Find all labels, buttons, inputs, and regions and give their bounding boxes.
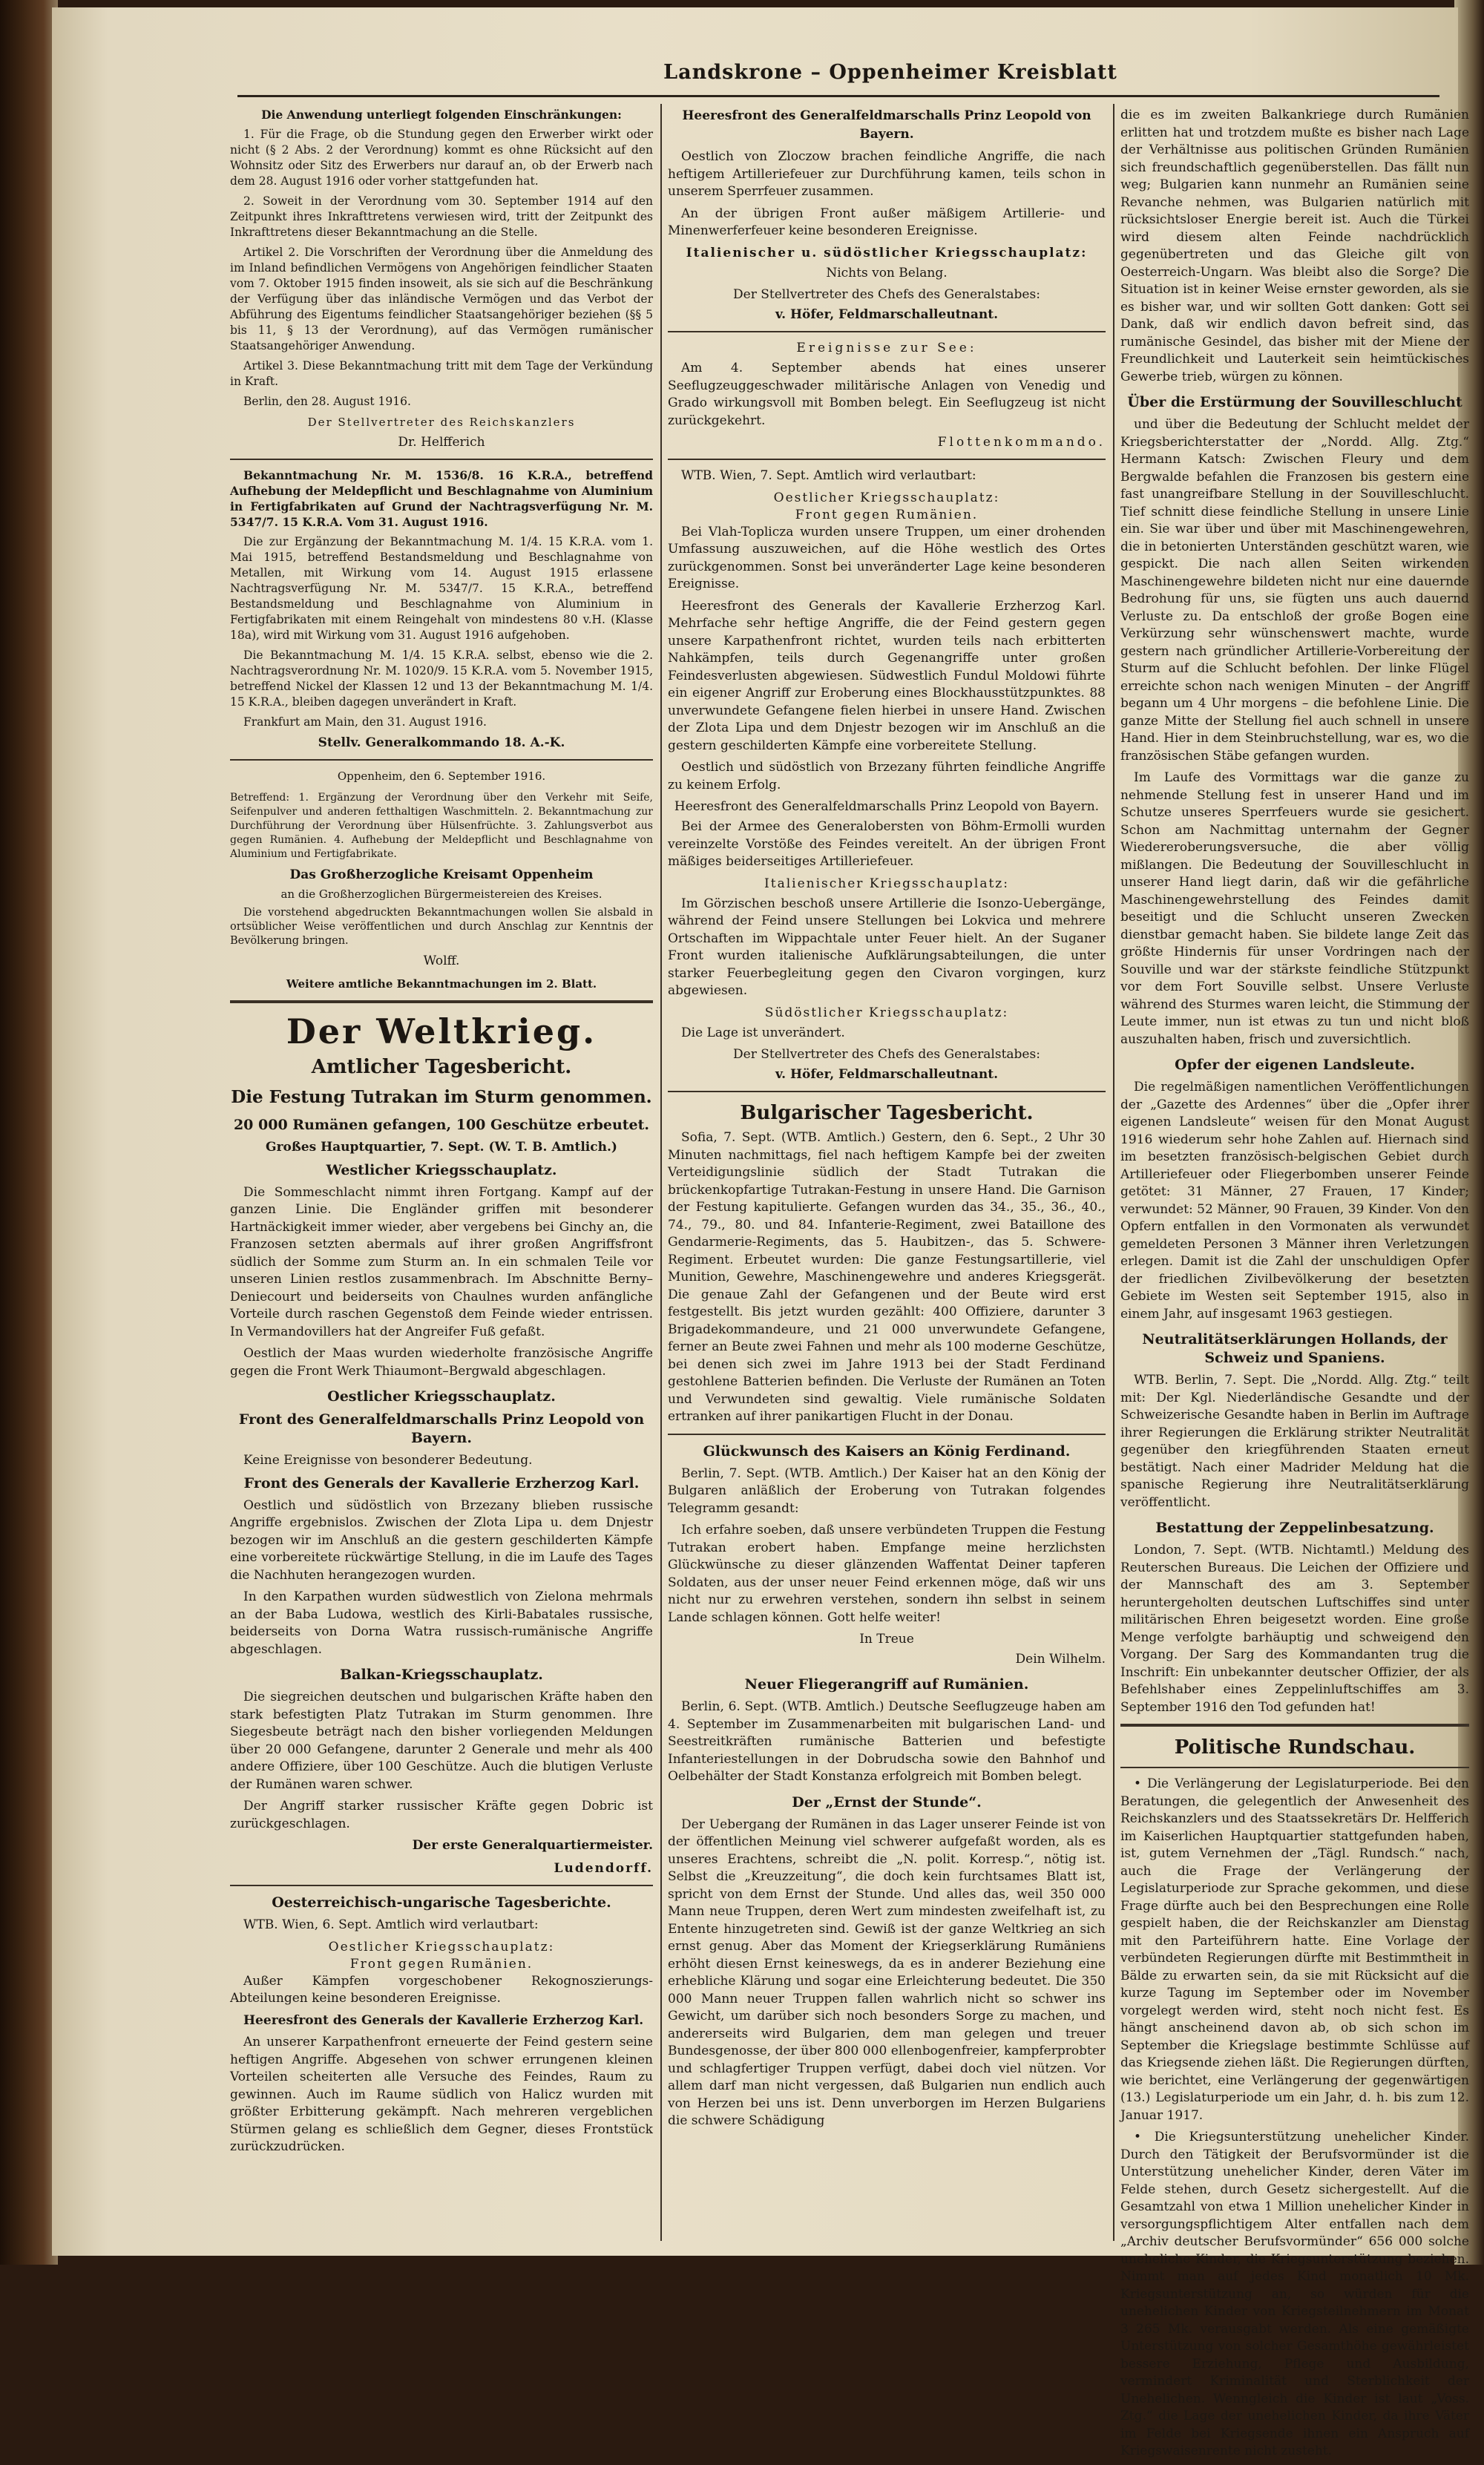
oeu-heading: Oesterreichisch-ungarische Tagesberichte.: [272, 1894, 611, 1911]
politics-text: • Die Verlängerung der Legislaturperiode. Bei den Beratungen, die gelegentlich der Anwesenheit des Reichskanzlers und des Staatssekretärs Dr. Helfferich im Kaiserlichen Hauptquartier stattgefunden haben, ist, gutem Vernehmen der „Tägl. Rundsch.“ nach, auch die Frage der Verlängerung der Legislaturperiode zur Sprache gekommen, und diese Frage dürfte auch bei den Besprechungen eine Rolle gespielt haben, die der Reichskanzler am Dienstag mit den Parteiführern hatte. Eine Vorlage der verbündeten Regierungen dürfte mit Bestimmtheit in Bälde zu erwarten sein, da sie mit Rücksicht auf die kurze Tagung im September oder im November vorgelegt werden wird, steht noch nicht fest. Es hängt anscheinend davon ab, ob sich schon im September die Kriegslage bestimmte Schlüsse auf das Kriegsende ziehen läßt. Die Regierungen dürften, wie berichtet, eine Verlängerung der gegenwärtigen (13.) Legislaturperiode um ein Jahr, d. h. bis zum 12. Januar 1917.: [1120, 1776, 1469, 2123]
balkan-text: Die siegreichen deutschen und bulgarischen Kräfte haben den stark befestigten Platz Tutrakan im Sturm genommen. Ihre Siegesbeute beträgt nach den bisher vorliegenden Meldungen über 20 000 Gefangene, darunter 2 Generale und mehr als 400 andere Offiziere, über 100 Geschütze. Auch die blutigen Verluste der Rumänen waren schwer.: [230, 1690, 653, 1792]
flieger-heading: Neuer Fliegerangriff auf Rumänien.: [744, 1676, 1029, 1693]
see-heading: Ereignisse zur See:: [796, 341, 977, 355]
separator: [668, 331, 1106, 332]
kreisamt-text: Die vorstehend abgedruckten Bekanntmachungen wollen Sie alsbald in ortsüblicher Weise veröffentlichen und durch Anschlag zur Kenntnis der Bevölkerung bringen.: [230, 907, 653, 947]
separator: [230, 759, 653, 761]
notice-signature-title: Der Stellvertreter des Reichskanzlers: [307, 416, 576, 429]
west-heading: Westlicher Kriegsschauplatz.: [326, 1161, 557, 1178]
glueckwunsch-treue: In Treue: [859, 1632, 914, 1647]
ludendorff-signature: Ludendorff.: [554, 1861, 653, 1876]
notice-paragraph: Artikel 3. Diese Bekanntmachung tritt mit dem Tage der Verkündung in Kraft.: [230, 359, 653, 388]
bekanntmachung-date: Frankfurt am Main, den 31. August 1916.: [243, 715, 487, 729]
notice-paragraph: Artikel 2. Die Vorschriften der Verordnung über die Anmeldung des im Inland befindlichen Vermögens von Angehörigen feindlicher Staaten vom 7. Oktober 1915 finden insoweit, als sie sich auf die Beschränkung der Verfügung über das inländische Vermögen und das Verbot der Abführung des Eigentums feindlicher Staatsangehöriger beziehen (§§ 5 bis 11, § 13 der Verordnung), auf das Vermögen rumänischer Staatsangehöriger Anwendung.: [230, 246, 653, 352]
glueckwunsch-heading: Glückwunsch des Kaisers an König Ferdinand.: [703, 1442, 1071, 1460]
glueckwunsch-telegram: Ich erfahre soeben, daß unsere verbündeten Truppen die Festung Tutrakan erobert haben. Empfange meine herzlichsten Glückwünsche zu dieser glänzenden Waffentat Deiner tapferen Soldaten, aus der unser neuer Feind erkennen möge, daß wir uns nicht nur zu erwehren verstehen, sondern ihn selbst in seinem Lande schlagen können. Gott helfe weiter!: [668, 1523, 1106, 1625]
bekanntmachung-text: Die Bekanntmachung M. 1/4. 15 K.R.A. selbst, ebenso wie die 2. Nachtragsverordnung Nr. M. 1020/9. 15 K.R.A. vom 5. November 1915, betreffend Nickel der Klassen 12 und 13 der Bekanntmachung M. 1/4. 15 K.R.A., bleiben dagegen unverändert in Kraft.: [230, 649, 653, 709]
oeu-karl: Heeresfront des Generals der Kavallerie Erzherzog Karl.: [243, 2012, 644, 2028]
separator: [1120, 1724, 1469, 1727]
notice-intro: Die Anwendung unterliegt folgenden Einschränkungen:: [261, 108, 622, 122]
tagesbericht-headline: Amtlicher Tagesbericht.: [311, 1056, 572, 1078]
glueckwunsch-text: Berlin, 7. Sept. (WTB. Amtlich.) Der Kaiser hat an den König der Bulgaren anläßlich der Eroberung von Tutrakan folgendes Telegramm gesandt:: [668, 1465, 1106, 1516]
souville-text: und über die Bedeutung der Schlucht meldet der Kriegsberichterstatter der „Nordd. Allg. Ztg.“ Hermann Katsch: Zwischen Fleury und dem Bergwalde befahlen die Franzosen bis gestern eine fast unangreifbare Stellung in der Souvilleschlucht. Tief schnitt diese feindliche Stellung in unsere Linie ein. Sie war über und über mit Maschinengewehren, die in betonierten Unterständen geschützt waren, wie gespickt. Die nach allen Seiten wirkenden Maschinengewehre bildeten nicht nur eine dauernde Bedrohung für uns, sie fügten uns auch dauernd Verluste zu. Da entschloß der große Bogen eine Verkürzung sehr wünschenswert machte, wurde gestern nach gründlicher Artillerie-Vorbereitung der Sturm auf die Schlucht befohlen. Der linke Flügel erreichte schon nach wenigen Minuten – der Angriff begann um 4 Uhr morgens – die befohlene Linie. Die ganze Mitte der Stellung fiel auch schnell in unsere Hand. Hier in dem Steinbruchstellung, war es, wo die französischen Stäbe gefangen wurden.: [1120, 417, 1469, 764]
souville-heading: Über die Erstürmung der Souvilleschlucht: [1127, 394, 1462, 410]
politics-text: • Die Kriegsunterstützung unehelicher Kinder. Durch den Tätigkeit der Berufsvormünder ist die Unterstützung unehelicher Kinder, deren Väter im Felde stehen, durch Gesetz sichergestellt. Auf die Gesamtzahl von etwa 1 Million unehelicher Kinder in versorgungspflichtigem Alter entfallen nach dem „Archiv deutscher Berufsvormünder“ 656 000 solche uneheliche Kinder, die Kriegsunterstützung beziehen. Nimmt man auf jedes Kind monatlich 10 Mk. Kriegsunterstützung an, so würden für die unehelichen Kinder von Kriegsteilnehmern im Monat 3 265 Mk. verausgabt werden. Als eine gemäßigte Unterstützung von solcher Gesamthöhe gewährleistet bessere Erziehung, Pflege und Ausbildung, vermindert Kriminalität und Sterblichkeit der Unehelichen. Wenngleich die Kinder ist laut „Voss. Ztg.“ die Lage der unehelichen Kinder, da ihre Väter im Felde bei Kriegsende ihnen ein Anspruch auf Kriegswaisenrente nicht zusteht.: [1120, 2130, 1469, 2458]
tutrakan-subheadline: 20 000 Rumänen gefangen, 100 Geschütze erbeutet.: [233, 1117, 650, 1133]
wien-text: Heeresfront des Generals der Kavallerie Erzherzog Karl. Mehrfache sehr heftige Angriffe, die der Feind gestern gegen unsere Karpathenfront richtet, wurden teils nach erbitterten Nahkämpfen, teils durch Gegenangriffe unter großen Feindesverlusten abgewiesen. Südwestlich Fundul Moldowi führte ein eigener Angriff zur Eroberung eines Blockhausstützpunktes. 88 unverwundete Gefangene fielen hierbei in unsere Hand. Zwischen der Zlota Lipa und dem Dnjestr bezogen wir im Anschluß an die gestern geschilderten Kämpfe eine vorbereitete Stellung.: [668, 598, 1106, 753]
balkan-heading: Balkan-Kriegsschauplatz.: [340, 1667, 543, 1683]
column-3: [1120, 107, 1469, 2465]
leopold-text: An der übrigen Front außer mäßigem Artillerie- und Minenwerferfeuer keine besonderen Ereignisse.: [668, 206, 1106, 238]
italian-heading: Italienischer u. südöstlicher Kriegsschauplatz:: [686, 245, 1088, 260]
wien-text: Bei Vlah-Toplicza wurden unsere Truppen, um einer drohenden Umfassung auszuweichen, auf die Höhe westlich des Ortes zurückgenommen. Sonst bei unveränderter Lage keine besonderen Ereignisse.: [668, 524, 1106, 591]
politische-rundschau-headline: Politische Rundschau.: [1174, 1736, 1416, 1759]
neutral-text: WTB. Berlin, 7. Sept. Die „Nordd. Allg. Ztg.“ teilt mit: Der Kgl. Niederländische Gesandte und der Schweizerische Gesandte haben in Berlin im Auftrage ihrer Regierungen die Erklärung strikter Neutralität gegenüber den kriegführenden Staaten erneut bestätigt. Nach einer Madrider Meldung hat die spanische Regierung ihre Neutralitätserklärung veröffentlicht.: [1120, 1373, 1469, 1510]
wien-text: Bei der Armee des Generalobersten von Böhm-Ermolli wurden vereinzelte Vorstöße des Feindes vereitelt. An der übrigen Front mäßiges beiderseitiges Artilleriefeuer.: [668, 819, 1106, 869]
wien-leopold: Heeresfront des Generalfeldmarschalls Prinz Leopold von Bayern.: [674, 799, 1100, 814]
bekanntmachung-text: Die zur Ergänzung der Bekanntmachung M. 1/4. 15 K.R.A. vom 1. Mai 1915, betreffend Bestandsmeldung und Beschlagnahme von Metallen, mit Wirkung vom 14. August 1915 erlassene Nachtragsverfügung Nr. M. 5347/7. 15 K.R.A., betreffend Bestandsmeldung und Beschlagnahme von Aluminium in Fertigfabrikaten mit einem Reingehalt von mindestens 80 v.H. (Klasse 18a), wird mit Wirkung vom 31. August 1916 aufgehoben.: [230, 535, 653, 642]
ost-heading: Oestlicher Kriegsschauplatz.: [327, 1388, 556, 1405]
zeppelin-text: London, 7. Sept. (WTB. Nichtamtl.) Meldung des Reuterschen Bureaus. Die Leichen der Offiziere und der Mannschaft des am 3. September heruntergeholten deutschen Luftschiffes sind unter militärischen Ehren beigesetzt worden. Eine große Menge verfolgte barhäuptig und schweigend den Vorgang. Der Sarg des Kommandanten trug die Inschrift: Ein unbekannter deutscher Offizier, der als Befehlshaber eines Zeppelinluftschiffes am 3. September 1916 den Tod gefunden hat!: [1120, 1543, 1469, 1715]
balkan-text: Der Angriff starker russischer Kräfte gegen Dobric ist zurückgeschlagen.: [230, 1799, 653, 1831]
newspaper-page: [52, 7, 1469, 2458]
notice-signature: Dr. Helfferich: [398, 435, 485, 450]
book-binding: [0, 0, 58, 2265]
flottenkommando: Flottenkommando.: [937, 435, 1106, 450]
separator: [668, 459, 1106, 460]
opfer-heading: Opfer der eigenen Landsleute.: [1175, 1057, 1415, 1073]
italian-text: Nichts von Belang.: [826, 265, 948, 280]
wien-front: Front gegen Rumänien.: [795, 507, 979, 522]
flieger-text: Berlin, 6. Sept. (WTB. Amtlich.) Deutsche Seeflugzeuge haben am 4. September im Zusammenarbeiten mit bulgarischen Land- und Seestreitkräften rumänische Batterien und befestigte Infanteriestellungen in der Dobrudscha sowie den Bahnhof und Oelbehälter der Stadt Konstanza erfolgreich mit Bomben belegt.: [668, 1699, 1106, 1784]
oeu-line: WTB. Wien, 6. Sept. Amtlich wird verlautbart:: [243, 1917, 539, 1932]
ost-text: Keine Ereignisse von besonderer Bedeutung.: [243, 1453, 533, 1468]
oeu-text: Außer Kämpfen vorgeschobener Rekognoszierungs-Abteilungen keine besonderen Ereignisse.: [230, 1973, 653, 2006]
header-rule: [237, 95, 1439, 97]
ludendorff-title: Der erste Generalquartiermeister.: [412, 1838, 653, 1853]
bulgarian-headline: Bulgarischer Tagesbericht.: [740, 1102, 1034, 1124]
separator: [230, 1000, 653, 1003]
tutrakan-headline: Die Festung Tutrakan im Sturm genommen.: [231, 1087, 652, 1107]
opfer-text: Die regelmäßigen namentlichen Veröffentlichungen der „Gazette des Ardennes“ über die „Opfer ihrer eigenen Landsleute“ weisen für den Monat August 1916 wiederum sehr hohe Zahlen auf. Hiernach sind im besetzten französisch-belgischen Gebiet durch Artilleriefeuer oder Fliegerbomben unserer Feinde getötet: 31 Männer, 27 Frauen, 17 Kinder; verwundet: 52 Männer, 90 Frauen, 39 Kinder. Von den Opfern entfallen in den Vormonaten als verwundet gemeldeten Personen 3 Männer ihren Verletzungen erlegen. Damit ist die Zahl der unschuldigen Opfer der friedlichen Zivilbevölkerung der besetzten Gebiete im Westen seit September 1915, also in einem Jahr, auf insgesamt 1963 gestiegen.: [1120, 1080, 1469, 1322]
oeu-text: An unserer Karpathenfront erneuerte der Feind gestern seine heftigen Angriffe. Abgesehen von schwer errungenen kleinen Vorteilen scheiterten alle Versuche des Feindes, Raum zu gewinnen. Auch im Raume südlich von Halicz wurden mit größter Erbitterung gekämpft. Nach mehreren vergeblichen Stürmen gelang es schließlich dem Gegner, dieses Frontstück zurückzudrücken.: [230, 2035, 653, 2154]
ernst-heading: Der „Ernst der Stunde“.: [792, 1793, 982, 1811]
masthead: Landskrone – Oppenheimer Kreisblatt: [663, 61, 1117, 84]
ernst-text: Der Uebergang der Rumänen in das Lager unserer Feinde ist von der öffentlichen Meinung viel schwerer aufgefaßt worden, als es unseres Erachtens, schreibt die „N. polit. Korresp.“, nötig ist. Selbst die „Kreuzzeitung“, die doch kein furchtsames Blatt ist, spricht von dem Ernst der Stunde. Und alles das, weil 350 000 Mann neue Truppen, deren Wert zum mindesten zweifelhaft ist, zu Entente hinzugetreten sind. Gewiß ist der ganze Weltkrieg an sich ernst genug. Aber das Moment der Kriegserklärung Rumäniens erhöht diesen Ernst keineswegs, da es in anderer Beziehung eine erhebliche Klärung und sogar eine Erleichterung bedeutet. Die 350 000 Mann neuer Truppen fallen wahrlich nicht so schwer ins Gewicht, um darüber sich noch besonders Sorge zu machen, und andererseits wird Bulgarien, dem man gelegen und treuer Bundesgenosse, der über 800 000 ellenbogenfreier, kampferprobter und schlagfertiger Truppen verfügt, dabei doch viel nützen. Vor allem darf man nicht vergessen, daß Bulgarien nun endlich auch von Herzen bei uns ist. Denn unverborgen im Herzen Bulgariens die schwere Schädigung: [668, 1816, 1106, 2128]
wien-subheading: Oestlicher Kriegsschauplatz:: [773, 490, 1000, 505]
kreisamt-title: Das Großherzogliche Kreisamt Oppenheim: [289, 867, 594, 882]
separator: [230, 1885, 653, 1886]
notice-paragraph: 1. Für die Frage, ob die Stundung gegen den Erwerber wirkt oder nicht (§ 2 Abs. 2 der Verordnung) kommt es ohne Rücksicht auf den Wohnsitz oder Sitz des Erwerbers nur darauf an, ob der Erwerb nach dem 28. August 1916 oder vorher stattgefunden hat.: [230, 128, 653, 188]
separator: [230, 459, 653, 460]
column-2: [668, 107, 1106, 2135]
hoefer-signature: v. Höfer, Feldmarschalleutnant.: [775, 1067, 999, 1082]
karl-heading: Front des Generals der Kavallerie Erzherzog Karl.: [243, 1474, 640, 1491]
wien-line: WTB. Wien, 7. Sept. Amtlich wird verlautbart:: [681, 468, 976, 483]
west-text: Die Sommeschlacht nimmt ihren Fortgang. Kampf auf der ganzen Linie. Die Engländer griffen mit besonderer Hartnäckigkeit immer wieder, aber vergebens bei Ginchy an, die Franzosen setzten abermals auf ihrer großen Angriffsfront südlich der Somme zum Sturm an. In ein schmalen Teile vor unseren Linien restlos zusammenbrach. Im Abschnitte Berny–Deniecourt und beiderseits von Chaulnes wurden anfängliche Vorteile durch raschen Gegenstoß dem Feinde wieder entrissen. In Vermandovillers hat der Angreifer Fuß gefaßt.: [230, 1184, 653, 1339]
souville-text: Im Laufe des Vormittags war die ganze zu nehmende Stellung fest in unserer Hand und im Schutze unseres Sperrfeuers wurde sie gesichert. Schon am Nachmittag unternahm der Gegner Wiedereroberungsversuche, die aber völlig mißlangen. Die Bedeutung der Souvilleschlucht in unserer Hand liegt darin, daß wir die gefährliche Maschinengewehrstellung des Feindes damit beseitigt und die Schlucht unseren Zwecken dienstbar gemacht haben. Sie bildete lange Zeit das größte Hindernis für unser Vordringen nach der Souville und war der stärkste feindliche Stützpunkt vor dem Fort Souville selbst. Unsere Verluste während des Sturmes waren leicht, die Stimmung der Leute immer, nun ist etwas zu tun und nicht bloß auszuhalten haben, frisch und zuversichtlich.: [1120, 770, 1469, 1047]
see-text: Am 4. September abends hat eines unserer Seeflugzeuggeschwader militärische Anlagen von Venedig und Grado wirkungsvoll mit Bomben belegt. Ein Seeflugzeug ist nicht zurückgekehrt.: [668, 361, 1106, 428]
suedost-text: Die Lage ist unverändert.: [681, 1025, 845, 1040]
hoefer-signature: v. Höfer, Feldmarschalleutnant.: [775, 307, 999, 322]
weitere-note: Weitere amtliche Bekanntmachungen im 2. Blatt.: [286, 977, 597, 991]
oeu-front: Front gegen Rumänien.: [349, 1956, 533, 1972]
bekanntmachung-signature: Stellv. Generalkommando 18. A.-K.: [318, 735, 565, 750]
weltkrieg-headline: Der Weltkrieg.: [286, 1011, 597, 1051]
oeu-subheading: Oestlicher Kriegsschauplatz:: [328, 1939, 555, 1954]
kreisamt-signature: Wolff.: [423, 953, 460, 968]
separator: [668, 1434, 1106, 1435]
notice-date: Berlin, den 28. August 1916.: [243, 395, 411, 408]
continuation-text: die es im zweiten Balkankriege durch Rumänien erlitten hat und trotzdem mußte es bisher nach Lage der Verhältnisse aus politischen Gründen Rumänien sich freundschaftlich gegenüberstellen. Das fällt nun weg; Bulgarien kann nunmehr an Rumänien seine Revanche nehmen, was Bulgarien natürlich mit rücksichtsloser Energie bereit ist. Auch die Türkei wird diesem alten Feinde nachdrücklich gegenübertreten und das Gleiche gilt von Oesterreich-Ungarn. Was bleibt also die Sorge? Die Situation ist in keiner Weise ernster geworden, als sie es bisher war, und wir sollten Gott danken: Gott sei Dank, daß wir endlich davon befreit sind, das rumänische Gesindel, das bisher mit der Miene der Freundlichkeit und Lauterkeit sein heimtückisches Gewerbe trieb, würgen zu können.: [1120, 108, 1469, 384]
kreisamt-addressee: an die Großherzoglichen Bürgermeistereien des Kreises.: [280, 887, 603, 901]
column-1: [230, 107, 653, 2161]
italian2-heading: Italienischer Kriegsschauplatz:: [764, 876, 1009, 891]
zeppelin-heading: Bestattung der Zeppelinbesatzung.: [1155, 1520, 1434, 1536]
leopold-text: Oestlich von Zloczow brachen feindliche Angriffe, die nach heftigem Artilleriefeuer zur Durchführung kamen, teils schon in unserem Sperrfeuer zusammen.: [668, 149, 1106, 199]
karl-text: Oestlich und südöstlich von Brzezany blieben russische Angriffe ergebnislos. Zwischen der Zlota Lipa u. dem Dnjestr bezogen wir im Anschluß an die gestern geschilderten Kämpfe eine vorbereitete rückwärtige Stellung, in die im Laufe des Tages die Nachhuten herangezogen wurden.: [230, 1497, 653, 1583]
karl-text: In den Karpathen wurden südwestlich von Zielona mehrmals an der Baba Ludowa, westlich des Kirli-Babatales russische, beiderseits von Dorna Watra russisch-rumänische Angriffe abgeschlagen.: [230, 1589, 653, 1657]
column-rule-1: [660, 104, 662, 2241]
stellvertreter-title: Der Stellvertreter des Chefs des Generalstabes:: [733, 1047, 1040, 1062]
wien-text: Oestlich und südöstlich von Brzezany führten feindliche Angriffe zu keinem Erfolg.: [668, 760, 1106, 792]
stellvertreter-title: Der Stellvertreter des Chefs des Generalstabes:: [733, 287, 1040, 302]
bulgarian-text: Sofia, 7. Sept. (WTB. Amtlich.) Gestern, den 6. Sept., 2 Uhr 30 Minuten nachmittags, fiel nach heftigem Kampfe bei der zweiten Verteidigungslinie südlich der Stadt Tutrakan die brückenkopfartige Tutrakan-Festung in unsere Hand. Die Garnison der Festung kapitulierte. Gefangen wurden das 34., 35., 36., 40., 74., 79., 80. und 84. Infanterie-Regiment, zwei Bataillone des Gendarmerie-Regiments, das 5. Haubitzen-, das 5. Schwere-Regiment. Erbeutet wurden: Die ganze Festungsartillerie, viel Munition, Gewehre, Maschinengewehre und anderes Kriegsgerät. Die genaue Zahl der Gefangenen und der Beute wird erst festgestellt. Bis jetzt wurden gezählt: 400 Offiziere, darunter 3 Brigadekommandeure, und 21 000 unverwundete Gefangene, ferner an Beute zwei Fahnen und mehr als 100 moderne Geschütze, bei denen sich zwei im Jahre 1913 bei der Stadt Ferdinand gestohlene Batterien befinden. Die Verluste der Rumänen an Toten und Verwundeten sind gewaltig. Viele rumänische Soldaten ertranken auf ihrer panikartigen Flucht in der Donau.: [668, 1130, 1106, 1424]
oppenheim-betreff: Betreffend: 1. Ergänzung der Verordnung über den Verkehr mit Seife, Seifenpulver und anderen fetthaltigen Waschmitteln. 2. Bekanntmachung zur Durchführung der Verordnung über Hülsenfrüchte. 3. Zahlungsverbot aus gegen Rumänien. 4. Aufhebung der Meldepflicht und Beschlagnahme von Aluminium und Fertigfabrikate.: [230, 792, 653, 860]
glueckwunsch-signature: Dein Wilhelm.: [1015, 1652, 1106, 1667]
west-text: Oestlich der Maas wurden wiederholte französische Angriffe gegen die Front Werk Thiaumont–Bergwald abgeschlagen.: [230, 1346, 653, 1379]
separator: [1120, 1767, 1469, 1768]
italian2-text: Im Görzischen beschoß unsere Artillerie die Isonzo-Uebergänge, während der Feind unsere Stellungen bei Lokvica und mehrere Ortschaften im Wippachtale unter Feuer hielt. An der Suganer Front wurden italienische Aufklärungsabteilungen, die unter starker Feuerbegleitung gegen den Civaron vorgingen, kurz abgewiesen.: [668, 896, 1106, 998]
notice-paragraph: 2. Soweit in der Verordnung vom 30. September 1914 auf den Zeitpunkt ihres Inkrafttretens verwiesen wird, tritt der Zeitpunkt des Inkrafttretens dieser Bekanntmachung an die Stelle.: [230, 194, 653, 239]
bekanntmachung-title: Bekanntmachung Nr. M. 1536/8. 16 K.R.A., betreffend Aufhebung der Meldepflicht und Beschlagnahme von Aluminium in Fertigfabrikaten auf Grund der Nachtragsverfügung Nr. M. 5347/7. 15 K.R.A. Vom 31. August 1916.: [230, 468, 653, 529]
neutral-heading: Neutralitätserklärungen Hollands, der Schweiz und Spaniens.: [1142, 1331, 1448, 1366]
leopold-heading: Heeresfront des Generalfeldmarschalls Prinz Leopold von Bayern.: [682, 108, 1091, 142]
suedost-heading: Südöstlicher Kriegsschauplatz:: [764, 1005, 1009, 1020]
oppenheim-date: Oppenheim, den 6. September 1916.: [337, 769, 546, 783]
column-rule-2: [1113, 104, 1114, 2241]
hq-line: Großes Hauptquartier, 7. Sept. (W. T. B. Amtlich.): [266, 1140, 617, 1155]
ost-front: Front des Generalfeldmarschalls Prinz Leopold von Bayern.: [238, 1411, 645, 1446]
separator: [668, 1091, 1106, 1092]
